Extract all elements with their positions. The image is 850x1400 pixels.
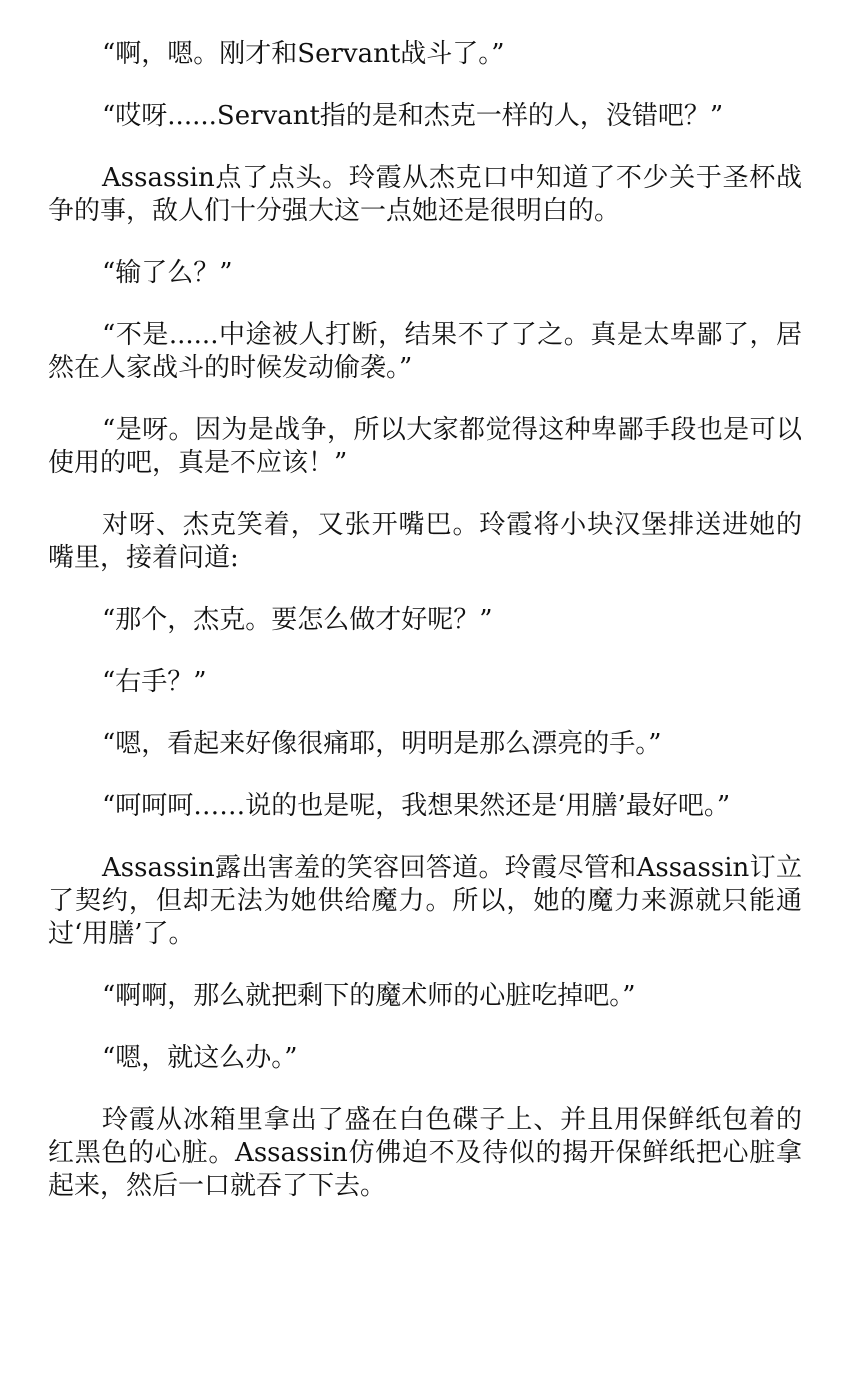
paragraph: 对呀、杰克笑着，又张开嘴巴。玲霞将小块汉堡排送进她的嘴里，接着问道: — [48, 510, 802, 573]
paragraph: “哎呀......Servant指的是和杰克一样的人，没错吧？” — [102, 101, 724, 131]
paragraph: “右手？” — [102, 667, 207, 697]
paragraph: “啊，嗯。刚才和Servant战斗了。” — [102, 39, 505, 69]
paragraph: “输了么？” — [102, 258, 233, 288]
paragraph: “啊啊，那么就把剩下的魔术师的心脏吃掉吧。” — [102, 981, 636, 1011]
paragraph: Assassin露出害羞的笑容回答道。玲霞尽管和Assassin订立了契约，但却无法为她供给魔力。所以，她的魔力来源就只能通过‘用膳’了。 — [48, 853, 802, 949]
paragraph: 玲霞从冰箱里拿出了盛在白色碟子上、并且用保鲜纸包着的红黑色的心脏。Assassin仿佛迫不及待似的揭开保鲜纸把心脏拿起来，然后一口就吞了下去。 — [48, 1105, 802, 1201]
paragraph: “不是......中途被人打断，结果不了了之。真是太卑鄙了，居然在人家战斗的时候发动偷袭。” — [48, 320, 802, 383]
paragraph: Assassin点了点头。玲霞从杰克口中知道了不少关于圣杯战争的事，敌人们十分强大这一点她还是很明白的。 — [48, 163, 802, 226]
paragraph: “那个，杰克。要怎么做才好呢？” — [102, 605, 493, 635]
paragraph: “是呀。因为是战争，所以大家都觉得这种卑鄙手段也是可以使用的吧，真是不应该！” — [48, 415, 802, 478]
paragraph: “呵呵呵……说的也是呢，我想果然还是‘用膳’最好吧。” — [102, 791, 731, 821]
paragraph: “嗯，看起来好像很痛耶，明明是那么漂亮的手。” — [102, 729, 662, 759]
document-page — [48, 38, 802, 1203]
paragraph: “嗯，就这么办。” — [102, 1043, 298, 1073]
